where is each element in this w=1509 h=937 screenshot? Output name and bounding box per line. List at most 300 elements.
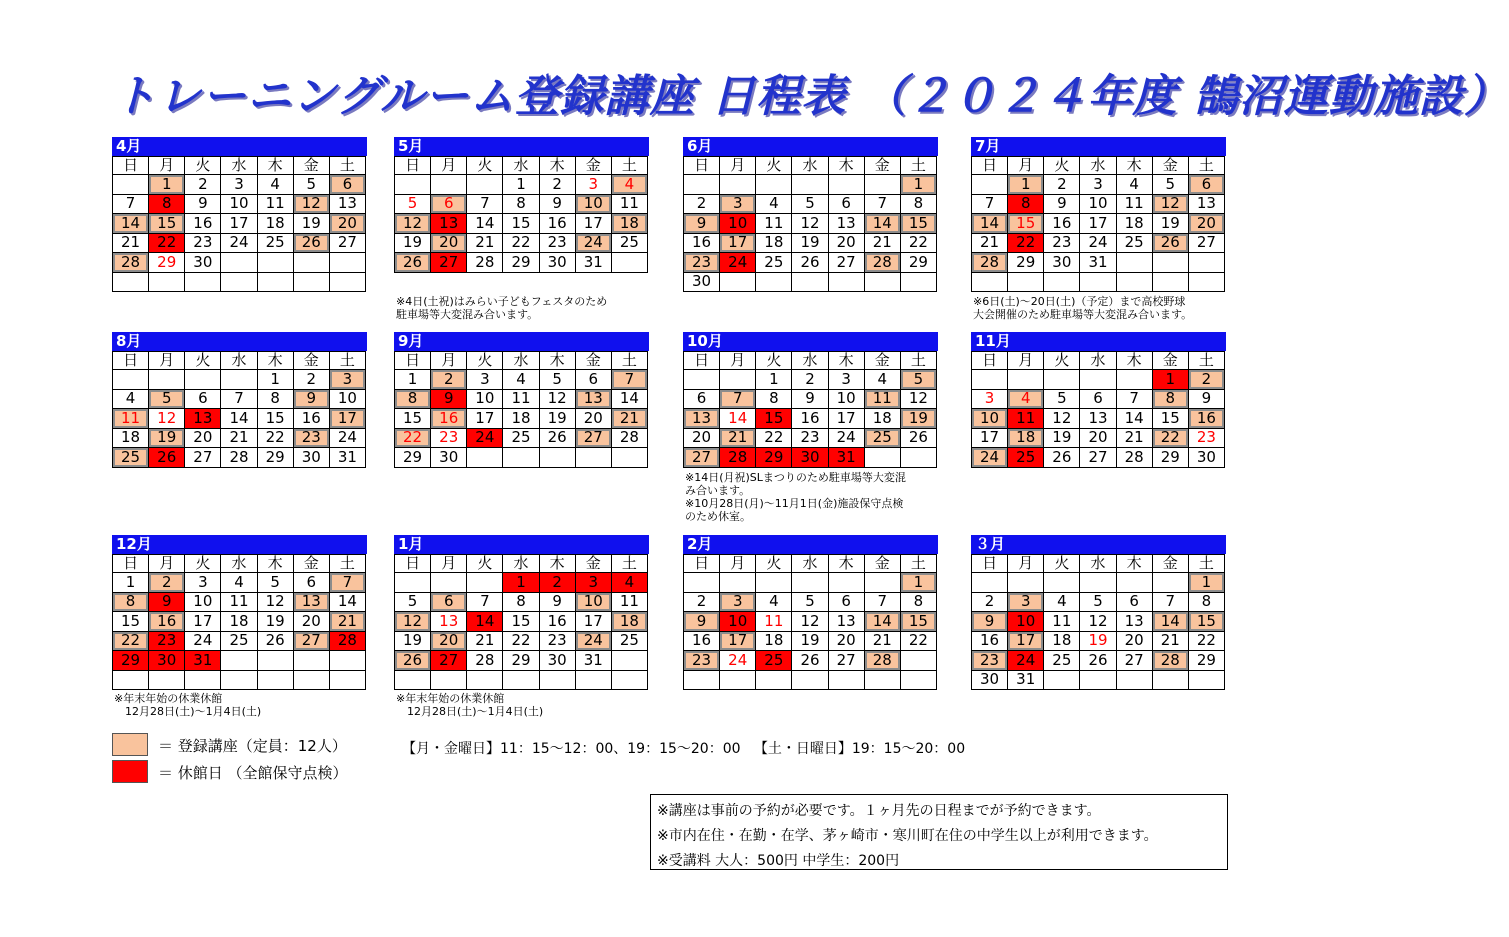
week-row <box>113 612 366 632</box>
day-cell: 20 <box>329 214 365 234</box>
weekday-header: 水 <box>221 555 257 573</box>
day-cell: 8 <box>395 389 431 409</box>
day-cell: 3 <box>720 592 756 612</box>
day-cell: 24 <box>575 233 611 253</box>
day-cell: 26 <box>900 428 936 448</box>
day-cell: 24 <box>329 428 365 448</box>
day-cell: 12 <box>1044 409 1080 429</box>
day-cell: 18 <box>503 409 539 429</box>
day-cell: 30 <box>972 670 1008 690</box>
month-label: 6月 <box>683 137 938 156</box>
day-cell: 11 <box>756 612 792 632</box>
weekday-header: 水 <box>792 555 828 573</box>
day-cell: 15 <box>1152 409 1188 429</box>
day-cell: 19 <box>1044 428 1080 448</box>
weekday-header: 日 <box>113 555 149 573</box>
day-cell: 25 <box>257 233 293 253</box>
day-cell <box>185 670 221 690</box>
week-row <box>684 272 937 292</box>
day-cell: 22 <box>900 233 936 253</box>
day-cell <box>395 670 431 690</box>
week-row <box>972 389 1225 409</box>
day-cell: 22 <box>395 428 431 448</box>
day-cell: 27 <box>575 428 611 448</box>
day-cell: 26 <box>293 233 329 253</box>
day-cell: 14 <box>329 592 365 612</box>
day-cell <box>1044 573 1080 593</box>
week-row <box>113 370 366 390</box>
day-cell: 29 <box>1188 651 1224 671</box>
day-cell: 30 <box>431 448 467 468</box>
month-table <box>112 351 366 468</box>
weekday-header: 水 <box>792 157 828 175</box>
week-row <box>972 194 1225 214</box>
month-label: 7月 <box>971 137 1226 156</box>
day-cell <box>293 272 329 292</box>
day-cell: 28 <box>1152 651 1188 671</box>
day-cell: 27 <box>431 651 467 671</box>
weekday-header: 火 <box>756 352 792 370</box>
day-cell <box>1008 272 1044 292</box>
week-row <box>113 670 366 690</box>
day-cell <box>431 573 467 593</box>
day-cell: 13 <box>684 409 720 429</box>
day-cell: 24 <box>720 253 756 273</box>
day-cell <box>221 651 257 671</box>
day-cell: 2 <box>684 194 720 214</box>
month-calendar <box>683 535 938 690</box>
day-cell: 30 <box>293 448 329 468</box>
weekday-header: 木 <box>539 352 575 370</box>
weekday-header: 日 <box>113 352 149 370</box>
day-cell: 9 <box>1044 194 1080 214</box>
day-cell: 22 <box>1188 631 1224 651</box>
week-row <box>113 194 366 214</box>
weekday-header: 水 <box>503 352 539 370</box>
day-cell: 30 <box>539 253 575 273</box>
month-calendar <box>683 137 938 292</box>
day-cell <box>864 175 900 195</box>
day-cell <box>293 651 329 671</box>
week-row <box>395 612 648 632</box>
week-row <box>972 253 1225 273</box>
day-cell <box>1188 253 1224 273</box>
day-cell: 9 <box>293 389 329 409</box>
day-cell: 24 <box>828 428 864 448</box>
day-cell: 9 <box>972 612 1008 632</box>
day-cell: 5 <box>900 370 936 390</box>
day-cell: 27 <box>1116 651 1152 671</box>
weekday-header: 月 <box>149 157 185 175</box>
day-cell: 12 <box>1152 194 1188 214</box>
day-cell: 10 <box>828 389 864 409</box>
day-cell: 1 <box>900 175 936 195</box>
day-cell <box>113 670 149 690</box>
weekday-header: 火 <box>1044 555 1080 573</box>
month-note: ※6日(土)～20日(土)（予定）まで高校野球 大会開催のため駐車場等大変混み合います。 <box>973 295 1193 321</box>
week-row <box>395 409 648 429</box>
day-cell <box>221 370 257 390</box>
weekday-header: 土 <box>1188 157 1224 175</box>
day-cell: 26 <box>1080 651 1116 671</box>
day-cell: 1 <box>1152 370 1188 390</box>
day-cell: 13 <box>1080 409 1116 429</box>
day-cell <box>1044 272 1080 292</box>
day-cell: 11 <box>1008 409 1044 429</box>
day-cell: 24 <box>185 631 221 651</box>
day-cell: 6 <box>185 389 221 409</box>
week-row <box>395 194 648 214</box>
weekday-header: 木 <box>539 157 575 175</box>
day-cell: 4 <box>1116 175 1152 195</box>
day-cell: 16 <box>293 409 329 429</box>
day-cell: 18 <box>756 233 792 253</box>
day-cell: 13 <box>1116 612 1152 632</box>
day-cell <box>720 175 756 195</box>
day-cell: 3 <box>1080 175 1116 195</box>
weekday-header: 金 <box>293 555 329 573</box>
day-cell <box>611 448 647 468</box>
weekday-header: 土 <box>900 352 936 370</box>
day-cell: 24 <box>467 428 503 448</box>
day-cell: 20 <box>185 428 221 448</box>
day-cell: 12 <box>395 612 431 632</box>
day-cell: 31 <box>1008 670 1044 690</box>
day-cell: 4 <box>1008 389 1044 409</box>
day-cell: 10 <box>720 612 756 632</box>
day-cell: 9 <box>1188 389 1224 409</box>
day-cell <box>972 175 1008 195</box>
month-calendar <box>971 535 1226 690</box>
weekday-header: 土 <box>1188 555 1224 573</box>
day-cell <box>900 272 936 292</box>
week-row <box>972 592 1225 612</box>
page-title: トレーニングルーム登録講座 日程表 （２０２４年度 鵠沼運動施設） <box>112 71 1509 122</box>
day-cell <box>503 448 539 468</box>
day-cell: 17 <box>1080 214 1116 234</box>
day-cell: 30 <box>792 448 828 468</box>
day-cell <box>395 175 431 195</box>
week-row <box>972 631 1225 651</box>
weekday-header: 火 <box>1044 352 1080 370</box>
day-cell: 7 <box>720 389 756 409</box>
day-cell: 8 <box>257 389 293 409</box>
legend-closed-swatch <box>112 760 148 783</box>
day-cell <box>792 670 828 690</box>
day-cell: 15 <box>756 409 792 429</box>
day-cell: 8 <box>503 194 539 214</box>
day-cell: 16 <box>431 409 467 429</box>
day-cell: 17 <box>185 612 221 632</box>
weekday-header: 水 <box>1080 555 1116 573</box>
day-cell: 7 <box>467 592 503 612</box>
week-row <box>684 592 937 612</box>
day-cell <box>113 175 149 195</box>
day-cell: 16 <box>684 233 720 253</box>
day-cell: 16 <box>1044 214 1080 234</box>
weekday-header: 火 <box>185 555 221 573</box>
day-cell: 5 <box>395 194 431 214</box>
day-cell: 27 <box>1080 448 1116 468</box>
week-row <box>395 651 648 671</box>
month-calendar <box>394 137 649 273</box>
day-cell: 4 <box>257 175 293 195</box>
day-cell <box>149 272 185 292</box>
day-cell: 16 <box>972 631 1008 651</box>
month-calendar <box>971 137 1226 292</box>
day-cell: 3 <box>221 175 257 195</box>
day-cell <box>113 272 149 292</box>
day-cell: 11 <box>257 194 293 214</box>
day-cell: 19 <box>539 409 575 429</box>
day-cell: 31 <box>1080 253 1116 273</box>
day-cell: 2 <box>1044 175 1080 195</box>
day-cell: 23 <box>539 631 575 651</box>
day-cell: 5 <box>792 592 828 612</box>
day-cell <box>900 448 936 468</box>
day-cell: 16 <box>185 214 221 234</box>
day-cell: 20 <box>431 233 467 253</box>
day-cell: 18 <box>113 428 149 448</box>
weekday-header: 金 <box>293 157 329 175</box>
day-cell: 14 <box>467 214 503 234</box>
day-cell: 4 <box>611 175 647 195</box>
day-cell: 24 <box>720 651 756 671</box>
day-cell: 29 <box>900 253 936 273</box>
day-cell: 8 <box>503 592 539 612</box>
weekday-header: 月 <box>149 352 185 370</box>
day-cell: 31 <box>575 253 611 273</box>
day-cell <box>467 175 503 195</box>
week-row <box>684 389 937 409</box>
weekday-header: 火 <box>467 157 503 175</box>
day-cell: 11 <box>1044 612 1080 632</box>
day-cell: 18 <box>221 612 257 632</box>
day-cell: 26 <box>792 651 828 671</box>
day-cell: 30 <box>149 651 185 671</box>
week-row <box>684 631 937 651</box>
day-cell: 2 <box>539 573 575 593</box>
day-cell: 1 <box>395 370 431 390</box>
day-cell: 28 <box>972 253 1008 273</box>
day-cell <box>329 670 365 690</box>
day-cell: 7 <box>611 370 647 390</box>
day-cell: 14 <box>113 214 149 234</box>
day-cell: 12 <box>792 214 828 234</box>
day-cell: 2 <box>684 592 720 612</box>
day-cell: 1 <box>1008 175 1044 195</box>
day-cell <box>756 573 792 593</box>
day-cell: 27 <box>185 448 221 468</box>
week-row <box>684 253 937 273</box>
day-cell <box>1008 573 1044 593</box>
weekday-header: 水 <box>1080 157 1116 175</box>
day-cell: 25 <box>113 448 149 468</box>
weekday-header: 水 <box>221 352 257 370</box>
day-cell: 19 <box>257 612 293 632</box>
day-cell <box>1080 573 1116 593</box>
day-cell: 17 <box>467 409 503 429</box>
day-cell <box>864 448 900 468</box>
day-cell: 25 <box>756 651 792 671</box>
weekday-header: 金 <box>864 352 900 370</box>
month-calendar <box>112 137 367 292</box>
day-cell: 7 <box>972 194 1008 214</box>
day-cell: 29 <box>503 651 539 671</box>
weekday-header: 月 <box>720 352 756 370</box>
day-cell: 2 <box>1188 370 1224 390</box>
week-row <box>684 194 937 214</box>
day-cell: 12 <box>257 592 293 612</box>
day-cell: 6 <box>828 194 864 214</box>
week-row <box>972 428 1225 448</box>
month-label: 11月 <box>971 332 1226 351</box>
weekday-header: 火 <box>467 352 503 370</box>
weekday-header: 火 <box>756 157 792 175</box>
day-cell <box>684 175 720 195</box>
day-cell: 18 <box>864 409 900 429</box>
day-cell: 23 <box>1188 428 1224 448</box>
day-cell <box>149 370 185 390</box>
day-cell: 22 <box>149 233 185 253</box>
day-cell: 15 <box>113 612 149 632</box>
day-cell: 27 <box>1188 233 1224 253</box>
day-cell <box>792 272 828 292</box>
day-cell <box>113 370 149 390</box>
day-cell: 8 <box>756 389 792 409</box>
day-cell: 7 <box>864 194 900 214</box>
week-row <box>395 670 648 690</box>
day-cell: 27 <box>828 651 864 671</box>
day-cell: 10 <box>972 409 1008 429</box>
day-cell: 10 <box>575 194 611 214</box>
weekday-header: 金 <box>1152 157 1188 175</box>
day-cell: 6 <box>575 370 611 390</box>
day-cell: 6 <box>293 573 329 593</box>
day-cell: 22 <box>1008 233 1044 253</box>
day-cell <box>1152 573 1188 593</box>
month-note: ※4日(土祝)はみらい子どもフェスタのため 駐車場等大変混み合います。 <box>396 295 608 321</box>
day-cell: 27 <box>828 253 864 273</box>
day-cell: 24 <box>972 448 1008 468</box>
day-cell: 5 <box>1080 592 1116 612</box>
weekday-header: 土 <box>329 555 365 573</box>
week-row <box>684 233 937 253</box>
day-cell: 28 <box>221 448 257 468</box>
day-cell <box>467 573 503 593</box>
day-cell: 21 <box>864 233 900 253</box>
week-row <box>113 592 366 612</box>
day-cell: 23 <box>792 428 828 448</box>
weekday-header: 水 <box>221 157 257 175</box>
day-cell: 30 <box>539 651 575 671</box>
week-row <box>113 573 366 593</box>
day-cell: 11 <box>756 214 792 234</box>
day-cell <box>900 651 936 671</box>
day-cell: 30 <box>684 272 720 292</box>
day-cell: 2 <box>431 370 467 390</box>
week-row <box>113 651 366 671</box>
weekday-header: 日 <box>395 555 431 573</box>
day-cell: 11 <box>113 409 149 429</box>
day-cell: 13 <box>431 612 467 632</box>
day-cell: 9 <box>185 194 221 214</box>
weekday-header: 木 <box>1116 352 1152 370</box>
day-cell: 13 <box>293 592 329 612</box>
day-cell: 2 <box>972 592 1008 612</box>
day-cell: 21 <box>467 233 503 253</box>
day-cell <box>611 253 647 273</box>
weekday-header: 日 <box>684 555 720 573</box>
day-cell: 29 <box>1008 253 1044 273</box>
day-cell: 17 <box>828 409 864 429</box>
day-cell: 4 <box>611 573 647 593</box>
day-cell: 28 <box>864 651 900 671</box>
month-label: 12月 <box>112 535 367 554</box>
day-cell: 28 <box>864 253 900 273</box>
day-cell: 5 <box>539 370 575 390</box>
day-cell <box>575 670 611 690</box>
day-cell: 1 <box>503 573 539 593</box>
month-table <box>971 156 1225 292</box>
day-cell: 13 <box>431 214 467 234</box>
legend-lecture-swatch <box>112 733 148 756</box>
week-row <box>113 272 366 292</box>
day-cell: 9 <box>539 194 575 214</box>
day-cell: 22 <box>503 233 539 253</box>
day-cell: 3 <box>972 389 1008 409</box>
day-cell <box>257 272 293 292</box>
day-cell: 23 <box>684 651 720 671</box>
weekday-header: 水 <box>1080 352 1116 370</box>
day-cell <box>257 253 293 273</box>
day-cell: 10 <box>575 592 611 612</box>
week-row <box>113 214 366 234</box>
day-cell <box>1188 670 1224 690</box>
day-cell <box>972 370 1008 390</box>
weekday-header: 土 <box>1188 352 1224 370</box>
day-cell: 3 <box>329 370 365 390</box>
week-row <box>395 175 648 195</box>
day-cell: 9 <box>792 389 828 409</box>
day-cell: 17 <box>329 409 365 429</box>
day-cell: 26 <box>395 253 431 273</box>
day-cell: 7 <box>1152 592 1188 612</box>
month-table <box>683 351 937 468</box>
weekday-header: 木 <box>828 157 864 175</box>
day-cell <box>1152 272 1188 292</box>
day-cell: 7 <box>221 389 257 409</box>
day-cell: 7 <box>467 194 503 214</box>
day-cell: 26 <box>1044 448 1080 468</box>
day-cell: 29 <box>756 448 792 468</box>
day-cell: 23 <box>972 651 1008 671</box>
day-cell: 6 <box>1188 175 1224 195</box>
week-row <box>684 370 937 390</box>
day-cell: 8 <box>1188 592 1224 612</box>
week-row <box>684 670 937 690</box>
day-cell: 23 <box>539 233 575 253</box>
day-cell: 17 <box>1008 631 1044 651</box>
day-cell: 14 <box>864 214 900 234</box>
weekday-header: 月 <box>431 157 467 175</box>
day-cell: 16 <box>684 631 720 651</box>
day-cell: 12 <box>1080 612 1116 632</box>
day-cell: 28 <box>113 253 149 273</box>
day-cell: 18 <box>1008 428 1044 448</box>
day-cell <box>828 175 864 195</box>
day-cell <box>395 573 431 593</box>
